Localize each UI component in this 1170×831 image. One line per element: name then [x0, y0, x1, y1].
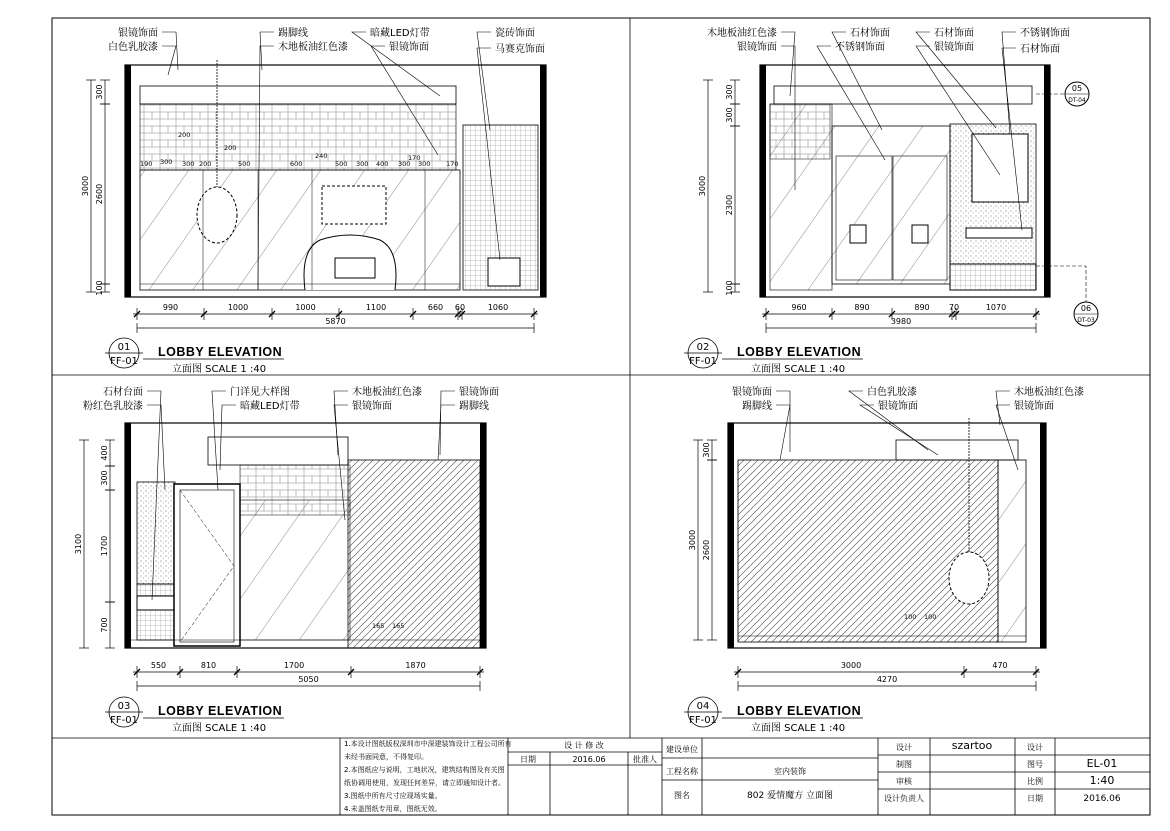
small-dimension: 400: [376, 160, 389, 168]
panel-title: LOBBY ELEVATION: [737, 345, 862, 359]
small-dimension: 100: [904, 613, 917, 621]
total-dimension: 5870: [325, 317, 346, 326]
elevation-02: [760, 65, 1098, 326]
titleblock-notes-3: 纸协调用使用，发现任何差异，请立即通知设计者。: [344, 779, 505, 787]
small-dimension: 100: [924, 613, 937, 621]
titleblock-project_label: 工程名称: [666, 767, 698, 776]
titleblock-date_value: 2016.06: [572, 755, 606, 764]
vertical-dimension: 2600: [95, 183, 104, 205]
titleblock-date_label2: 日期: [1027, 794, 1043, 803]
panel-title: LOBBY ELEVATION: [737, 704, 862, 718]
small-dimension: 200: [178, 131, 191, 139]
callout-leader: [162, 46, 176, 75]
vertical-dimension: 100: [95, 280, 104, 296]
dimension-value: 1070: [985, 303, 1007, 312]
callout-label: 银镜饰面: [934, 42, 974, 53]
small-dimension: 170: [446, 160, 459, 168]
vertical-dimension: 2600: [702, 539, 711, 561]
titleblock-design_label2: 设计: [1027, 743, 1043, 752]
small-dimension: 300: [160, 158, 173, 166]
panel-code: FF-01: [110, 356, 138, 367]
panel-number: 01: [117, 342, 131, 353]
panel-title: LOBBY ELEVATION: [158, 345, 283, 359]
small-dimension: 165: [372, 622, 385, 630]
dimension-value: 990: [162, 303, 179, 312]
callout-label: 白色乳胶漆: [867, 387, 917, 398]
callout-leader: [860, 405, 938, 455]
titleblock-sheet_label: 图号: [1027, 760, 1043, 769]
titleblock-notes-2: 2.本图纸应与说明，工地状况，建筑结构图及有关图: [344, 766, 505, 774]
titleblock-draw_label: 制图: [896, 760, 912, 769]
callout-label: 瓷砖饰面: [495, 28, 535, 39]
callout-label: 银镜饰面: [459, 387, 499, 398]
callout-label: 踢脚线: [742, 401, 772, 412]
dimension-value: 470: [992, 661, 1008, 670]
elevation-04: [728, 418, 1046, 648]
vertical-dimension: 700: [100, 617, 109, 633]
vertical-dimension: 100: [725, 280, 734, 296]
titleblock-check_label: 审核: [896, 777, 912, 786]
total-height: 3100: [74, 533, 83, 555]
callout-label: 木地板油红色漆: [1014, 387, 1084, 398]
vertical-dimension: 2300: [725, 194, 734, 216]
callout-label: 不锈钢饰面: [1020, 28, 1070, 39]
vertical-dimension: 300: [725, 84, 734, 100]
callout-leader: [260, 32, 274, 70]
small-dimension: 300: [356, 160, 369, 168]
callout-label: 暗藏LED灯带: [370, 28, 430, 39]
small-dimension: 200: [224, 144, 237, 152]
detail-ref-06-code: DT-03: [1077, 317, 1095, 324]
callout-label: 石材台面: [103, 387, 143, 398]
panel-subtitle: 立面图 SCALE 1 :40: [751, 723, 846, 734]
dimension-value: 3000: [840, 661, 862, 670]
dimension-value: 1000: [227, 303, 249, 312]
callout-label: 踢脚线: [459, 401, 489, 412]
panel-title: LOBBY ELEVATION: [158, 704, 283, 718]
dimension-value: 660: [427, 303, 444, 312]
dimension-value: 1870: [405, 661, 426, 670]
small-dimension: 300: [398, 160, 411, 168]
panel-number: 02: [696, 342, 710, 353]
vertical-dimension: 400: [100, 445, 109, 461]
vertical-dimension: 300: [725, 107, 734, 123]
callout-label: 石材饰面: [850, 28, 890, 39]
panel-code: FF-01: [689, 715, 717, 726]
total-dimension: 4270: [876, 675, 898, 684]
door: [174, 484, 240, 646]
titleblock-project_value: 室内装饰: [774, 767, 806, 776]
detail-ref-06-num: 06: [1080, 304, 1092, 313]
vertical-dimension: 1700: [100, 535, 109, 557]
small-dimension: 300: [182, 160, 195, 168]
titleblock-revision_header: 设 计 修 改: [564, 741, 604, 750]
callout-label: 木地板油红色漆: [278, 42, 348, 53]
dimension-value: 70: [948, 303, 960, 312]
total-height: 3000: [688, 529, 697, 551]
panel-subtitle: 立面图 SCALE 1 :40: [172, 364, 267, 375]
small-dimension: 300: [418, 160, 431, 168]
small-dimension: 200: [199, 160, 212, 168]
callout-leader: [147, 405, 165, 490]
dimension-value: 810: [200, 661, 217, 670]
total-height: 3000: [698, 175, 707, 197]
detail-ref-05-num: 05: [1071, 84, 1083, 93]
titleblock-lead_label: 设计负责人: [884, 794, 924, 803]
callout-leader: [776, 405, 790, 460]
callout-label: 银镜饰面: [737, 42, 777, 53]
callout-label: 粉红色乳胶漆: [83, 401, 143, 412]
vertical-dimension: 300: [702, 442, 711, 458]
callout-leader: [220, 405, 236, 470]
elevation-03: [125, 423, 486, 648]
callout-label: 木地板油红色漆: [352, 387, 422, 398]
titleblock-notes-4: 3.图纸中所有尺寸应现场实量。: [344, 792, 442, 800]
callout-label: 白色乳胶漆: [108, 42, 158, 53]
dimension-value: 960: [791, 303, 807, 312]
dimension-value: 1100: [365, 303, 387, 312]
small-dimension: 190: [140, 160, 153, 168]
dimension-value: 890: [914, 303, 930, 312]
callout-label: 门详见大样图: [230, 387, 290, 398]
panel-subtitle: 立面图 SCALE 1 :40: [172, 723, 267, 734]
vertical-dimension: 300: [100, 470, 109, 486]
vertical-dimension: 300: [95, 84, 104, 100]
dimension-value: 1060: [487, 303, 509, 312]
callout-label: 银镜饰面: [1014, 401, 1054, 412]
panel-subtitle: 立面图 SCALE 1 :40: [751, 364, 846, 375]
titleblock-builder_label: 建设单位: [666, 745, 698, 754]
callout-leader: [996, 391, 1010, 425]
callout-label: 银镜饰面: [352, 401, 392, 412]
small-dimension: 165: [392, 622, 405, 630]
titleblock-design_value: szartoo: [951, 739, 993, 752]
titleblock-drawing_value: 802 爱情魔方 立面图: [747, 791, 833, 801]
callout-leader: [162, 32, 178, 70]
total-dimension: 5050: [298, 675, 319, 684]
callout-label: 木地板油红色漆: [707, 28, 777, 39]
panel-code: FF-01: [110, 715, 138, 726]
panel-number: 04: [696, 701, 710, 712]
titleblock-notes-1: 未经书面同意，不得复印。: [344, 753, 428, 761]
titleblock-date_value2: 2016.06: [1083, 794, 1121, 804]
callout-label: 石材饰面: [1020, 44, 1060, 55]
titleblock-scale_value: 1:40: [1089, 774, 1115, 787]
dimension-value: 1700: [283, 661, 305, 670]
small-dimension: 500: [335, 160, 348, 168]
panel-code: FF-01: [689, 356, 717, 367]
callout-leader: [212, 391, 226, 490]
callout-label: 不锈钢饰面: [835, 42, 885, 53]
small-dimension: 240: [315, 152, 328, 160]
dimension-value: 60: [454, 303, 466, 312]
total-dimension: 3980: [890, 317, 912, 326]
callout-label: 银镜饰面: [389, 42, 429, 53]
titleblock-scale_label: 比例: [1027, 777, 1043, 786]
dimension-value: 890: [854, 303, 870, 312]
callout-label: 银镜饰面: [118, 28, 158, 39]
titleblock-sheet_value: EL-01: [1086, 757, 1118, 770]
callout-label: 暗藏LED灯带: [240, 401, 300, 412]
titleblock-notes-5: 4.未盖图纸专用章，图纸无效。: [344, 805, 442, 813]
dimension-value: 550: [150, 661, 167, 670]
titleblock-design_label: 设计: [896, 743, 912, 752]
titleblock-notes-0: 1.本设计图纸版权深圳市中深建装饰设计工程公司所有: [344, 740, 512, 748]
callout-leader: [1002, 32, 1016, 134]
small-dimension: 600: [290, 160, 303, 168]
total-height: 3000: [81, 175, 90, 197]
titleblock-drawing_label: 图名: [674, 791, 690, 800]
detail-ref-05-code: DT-04: [1068, 97, 1086, 104]
panel-number: 03: [117, 701, 131, 712]
dimension-value: 1000: [295, 303, 316, 312]
callout-leader: [781, 32, 795, 96]
titleblock-approver_label: 批准人: [633, 755, 657, 764]
callout-label: 踢脚线: [278, 28, 308, 39]
callout-label: 马赛克饰面: [495, 44, 545, 55]
callout-label: 银镜饰面: [878, 401, 918, 412]
titleblock-date_label: 日期: [520, 755, 536, 764]
callout-label: 石材饰面: [934, 28, 974, 39]
elevation-01: [125, 60, 546, 297]
small-dimension: 500: [238, 160, 251, 168]
callout-label: 银镜饰面: [732, 387, 772, 398]
small-dimension: 170: [408, 154, 421, 162]
